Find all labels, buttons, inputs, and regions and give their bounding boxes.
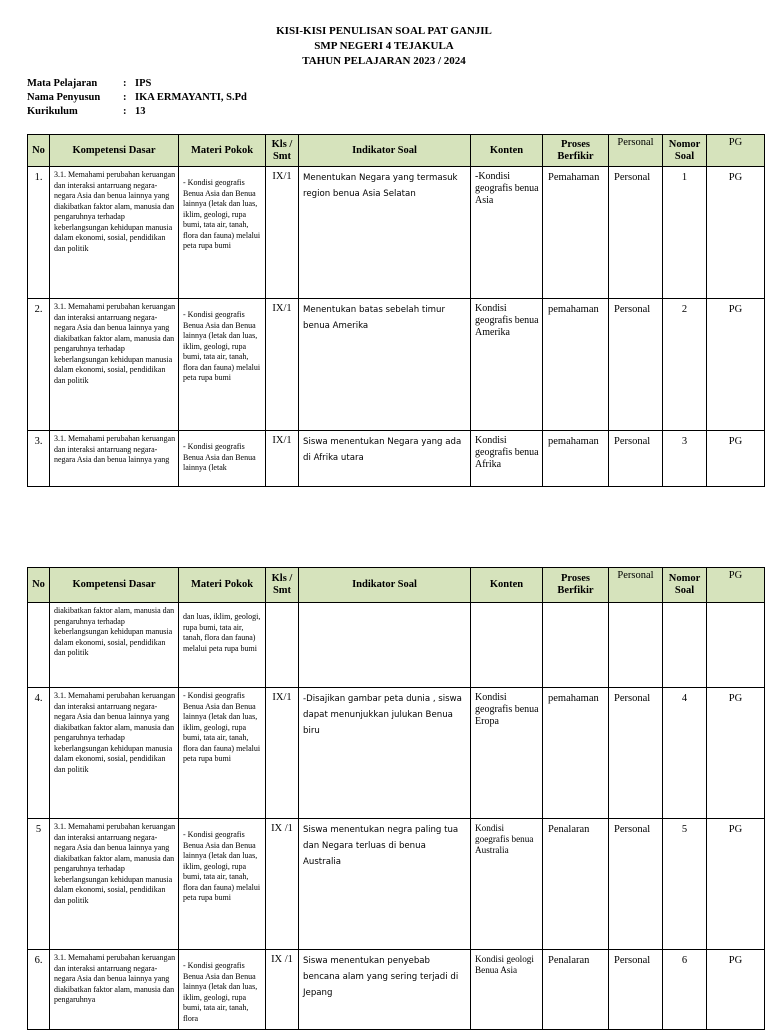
table-row — [28, 819, 765, 950]
header-no: No — [28, 568, 50, 603]
row-nomor-soal: 1 — [663, 167, 707, 299]
curriculum-value: 13 — [135, 106, 146, 117]
row-indikator-soal: Menentukan Negara yang termasuk region benua Asia Selatan — [299, 167, 471, 299]
header-proses-berfikir: Proses Berfikir — [543, 135, 609, 167]
row-konten: Kondisi geografis benua Eropa — [471, 688, 543, 819]
header-materi-pokok: Materi Pokok — [179, 568, 266, 603]
row-personal — [609, 603, 663, 688]
header-personal: Personal — [609, 135, 663, 167]
row-personal: Personal — [609, 299, 663, 431]
row-no: 4. — [28, 688, 50, 819]
table-row — [28, 167, 765, 299]
row-pg — [707, 603, 765, 688]
table-header-row — [28, 568, 765, 603]
row-proses-berfikir: Pemahaman — [543, 167, 609, 299]
table-row — [28, 603, 765, 688]
row-nomor-soal: 4 — [663, 688, 707, 819]
table-row — [28, 299, 765, 431]
row-kls-smt: IX/1 — [266, 299, 299, 431]
row-nomor-soal: 5 — [663, 819, 707, 950]
row-materi-pokok: - Kondisi geografis Benua Asia dan Benua lainnya (letak — [179, 431, 266, 487]
row-nomor-soal: 6 — [663, 950, 707, 1030]
header-kls-smt: Kls / Smt — [266, 135, 299, 167]
row-materi-pokok: - Kondisi geografis Benua Asia dan Benua lainnya (letak dan luas, iklim, geologi, rupa bumi, tata air, tanah, flora — [179, 950, 266, 1030]
row-kompetensi-dasar: 3.1. Memahami perubahan keruangan dan interaksi antarruang negara-negara Asia dan benua lainnya yang — [50, 431, 179, 487]
table-row — [28, 431, 765, 487]
title-line-1: KISI-KISI PENULISAN SOAL PAT GANJIL — [276, 25, 492, 37]
row-no: 5 — [28, 819, 50, 950]
title-line-3: TAHUN PELAJARAN 2023 / 2024 — [302, 55, 466, 67]
curriculum-separator: : — [123, 106, 127, 117]
row-materi-pokok: - Kondisi geografis Benua Asia dan Benua lainnya (letak dan luas, iklim, geologi, rupa bumi, tata air, tanah, flora dan fauna) melalui peta rupa bumi — [179, 819, 266, 950]
header-indikator-soal: Indikator Soal — [299, 568, 471, 603]
header-nomor-soal: Nomor Soal — [663, 568, 707, 603]
row-personal: Personal — [609, 167, 663, 299]
author-label: Nama Penyusun — [27, 92, 101, 103]
row-personal: Personal — [609, 688, 663, 819]
row-proses-berfikir — [543, 603, 609, 688]
row-personal: Personal — [609, 431, 663, 487]
header-konten: Konten — [471, 135, 543, 167]
row-personal: Personal — [609, 819, 663, 950]
row-kls-smt: IX /1 — [266, 950, 299, 1030]
document-info — [27, 77, 247, 119]
row-kompetensi-dasar: 3.1. Memahami perubahan keruangan dan interaksi antarruang negara-negara Asia dan benua lainnya yang diakibatkan faktor alam, manusia dan pengaruhnya terhadap keberlangsungan kehidupan manusia dalam ekonomi, sosial, pendidikan dan politik — [50, 167, 179, 299]
table-row — [28, 950, 765, 1030]
kisi-kisi-table-page-1 — [27, 134, 765, 487]
row-indikator-soal: -Disajikan gambar peta dunia , siswa dapat menunjukkan julukan Benua biru — [299, 688, 471, 819]
header-pg: PG — [707, 135, 765, 167]
row-proses-berfikir: pemahaman — [543, 431, 609, 487]
subject-value: IPS — [135, 78, 152, 89]
row-indikator-soal — [299, 603, 471, 688]
row-indikator-soal: Siswa menentukan Negara yang ada di Afrika utara — [299, 431, 471, 487]
subject-separator: : — [123, 78, 127, 89]
row-nomor-soal: 3 — [663, 431, 707, 487]
row-kompetensi-dasar: 3.1. Memahami perubahan keruangan dan interaksi antarruang negara-negara Asia dan benua lainnya yang diakibatkan faktor alam, manusia dan pengaruhnya terhadap keberlangsungan kehidupan manusia dalam ekonomi, sosial, pendidikan dan politik — [50, 299, 179, 431]
row-kls-smt: IX/1 — [266, 431, 299, 487]
header-kompetensi-dasar: Kompetensi Dasar — [50, 568, 179, 603]
header-proses-berfikir: Proses Berfikir — [543, 568, 609, 603]
row-no: 1. — [28, 167, 50, 299]
row-personal: Personal — [609, 950, 663, 1030]
row-kompetensi-dasar: 3.1. Memahami perubahan keruangan dan interaksi antarruang negara-negara Asia dan benua lainnya yang diakibatkan faktor alam, manusia dan pengaruhnya terhadap keberlangsungan kehidupan manusia dalam ekonomi, sosial, pendidikan dan politik — [50, 819, 179, 950]
row-konten: Kondisi geografis benua Afrika — [471, 431, 543, 487]
row-no: 6. — [28, 950, 50, 1030]
author-separator: : — [123, 92, 127, 103]
row-konten: Kondisi geografis benua Amerika — [471, 299, 543, 431]
header-kls-smt: Kls / Smt — [266, 568, 299, 603]
row-materi-pokok: dan luas, iklim, geologi, rupa bumi, tata air, tanah, flora dan fauna) melalui peta rupa bumi — [179, 603, 266, 688]
row-kls-smt: IX/1 — [266, 688, 299, 819]
table-header-row — [28, 135, 765, 167]
row-no: 2. — [28, 299, 50, 431]
row-proses-berfikir: Penalaran — [543, 819, 609, 950]
kisi-kisi-table-page-2 — [27, 567, 765, 1030]
row-indikator-soal: Menentukan batas sebelah timur benua Amerika — [299, 299, 471, 431]
row-konten: -Kondisi geografis benua Asia — [471, 167, 543, 299]
row-kompetensi-dasar: 3.1. Memahami perubahan keruangan dan interaksi antarruang negara-negara Asia dan benua lainnya yang diakibatkan faktor alam, manusia dan pengaruhnya terhadap keberlangsungan kehidupan manusia dalam ekonomi, sosial, pendidikan dan politik — [50, 688, 179, 819]
header-kompetensi-dasar: Kompetensi Dasar — [50, 135, 179, 167]
title-line-2: SMP NEGERI 4 TEJAKULA — [314, 40, 454, 52]
header-indikator-soal: Indikator Soal — [299, 135, 471, 167]
row-pg: PG — [707, 819, 765, 950]
info-author — [27, 91, 247, 105]
row-kls-smt — [266, 603, 299, 688]
row-indikator-soal: Siswa menentukan negra paling tua dan Negara terluas di benua Australia — [299, 819, 471, 950]
row-proses-berfikir: pemahaman — [543, 688, 609, 819]
row-kompetensi-dasar: diakibatkan faktor alam, manusia dan pengaruhnya terhadap keberlangsungan kehidupan manusia dalam ekonomi, sosial, pendidikan dan politik — [50, 603, 179, 688]
header-pg: PG — [707, 568, 765, 603]
curriculum-label: Kurikulum — [27, 106, 78, 117]
author-value: IKA ERMAYANTI, S.Pd — [135, 92, 247, 103]
row-no — [28, 603, 50, 688]
row-pg: PG — [707, 431, 765, 487]
row-pg: PG — [707, 688, 765, 819]
header-nomor-soal: Nomor Soal — [663, 135, 707, 167]
row-kls-smt: IX/1 — [266, 167, 299, 299]
header-personal: Personal — [609, 568, 663, 603]
subject-label: Mata Pelajaran — [27, 78, 98, 89]
row-nomor-soal: 2 — [663, 299, 707, 431]
row-materi-pokok: - Kondisi geografis Benua Asia dan Benua lainnya (letak dan luas, iklim, geologi, rupa bumi, tata air, tanah, flora dan fauna) melalui peta rupa bumi — [179, 167, 266, 299]
row-konten: Kondisi goegrafis benua Australia — [471, 819, 543, 950]
document-title — [0, 24, 768, 69]
row-konten — [471, 603, 543, 688]
row-pg: PG — [707, 950, 765, 1030]
row-pg: PG — [707, 299, 765, 431]
row-proses-berfikir: Penalaran — [543, 950, 609, 1030]
row-indikator-soal: Siswa menentukan penyebab bencana alam yang sering terjadi di Jepang — [299, 950, 471, 1030]
row-materi-pokok: - Kondisi geografis Benua Asia dan Benua lainnya (letak dan luas, iklim, geologi, rupa bumi, tata air, tanah, flora dan fauna) melalui peta rupa bumi — [179, 688, 266, 819]
header-materi-pokok: Materi Pokok — [179, 135, 266, 167]
row-konten: Kondisi geologi Benua Asia — [471, 950, 543, 1030]
row-materi-pokok: - Kondisi geografis Benua Asia dan Benua lainnya (letak dan luas, iklim, geologi, rupa bumi, tata air, tanah, flora dan fauna) melalui peta rupa bumi — [179, 299, 266, 431]
header-konten: Konten — [471, 568, 543, 603]
row-kompetensi-dasar: 3.1. Memahami perubahan keruangan dan interaksi antarruang negara-negara Asia dan benua lainnya yang diakibatkan faktor alam, manusia dan pengaruhnya — [50, 950, 179, 1030]
row-no: 3. — [28, 431, 50, 487]
row-pg: PG — [707, 167, 765, 299]
info-curriculum — [27, 105, 247, 119]
info-subject — [27, 77, 247, 91]
table-row — [28, 688, 765, 819]
row-nomor-soal — [663, 603, 707, 688]
header-no: No — [28, 135, 50, 167]
row-kls-smt: IX /1 — [266, 819, 299, 950]
row-proses-berfikir: pemahaman — [543, 299, 609, 431]
